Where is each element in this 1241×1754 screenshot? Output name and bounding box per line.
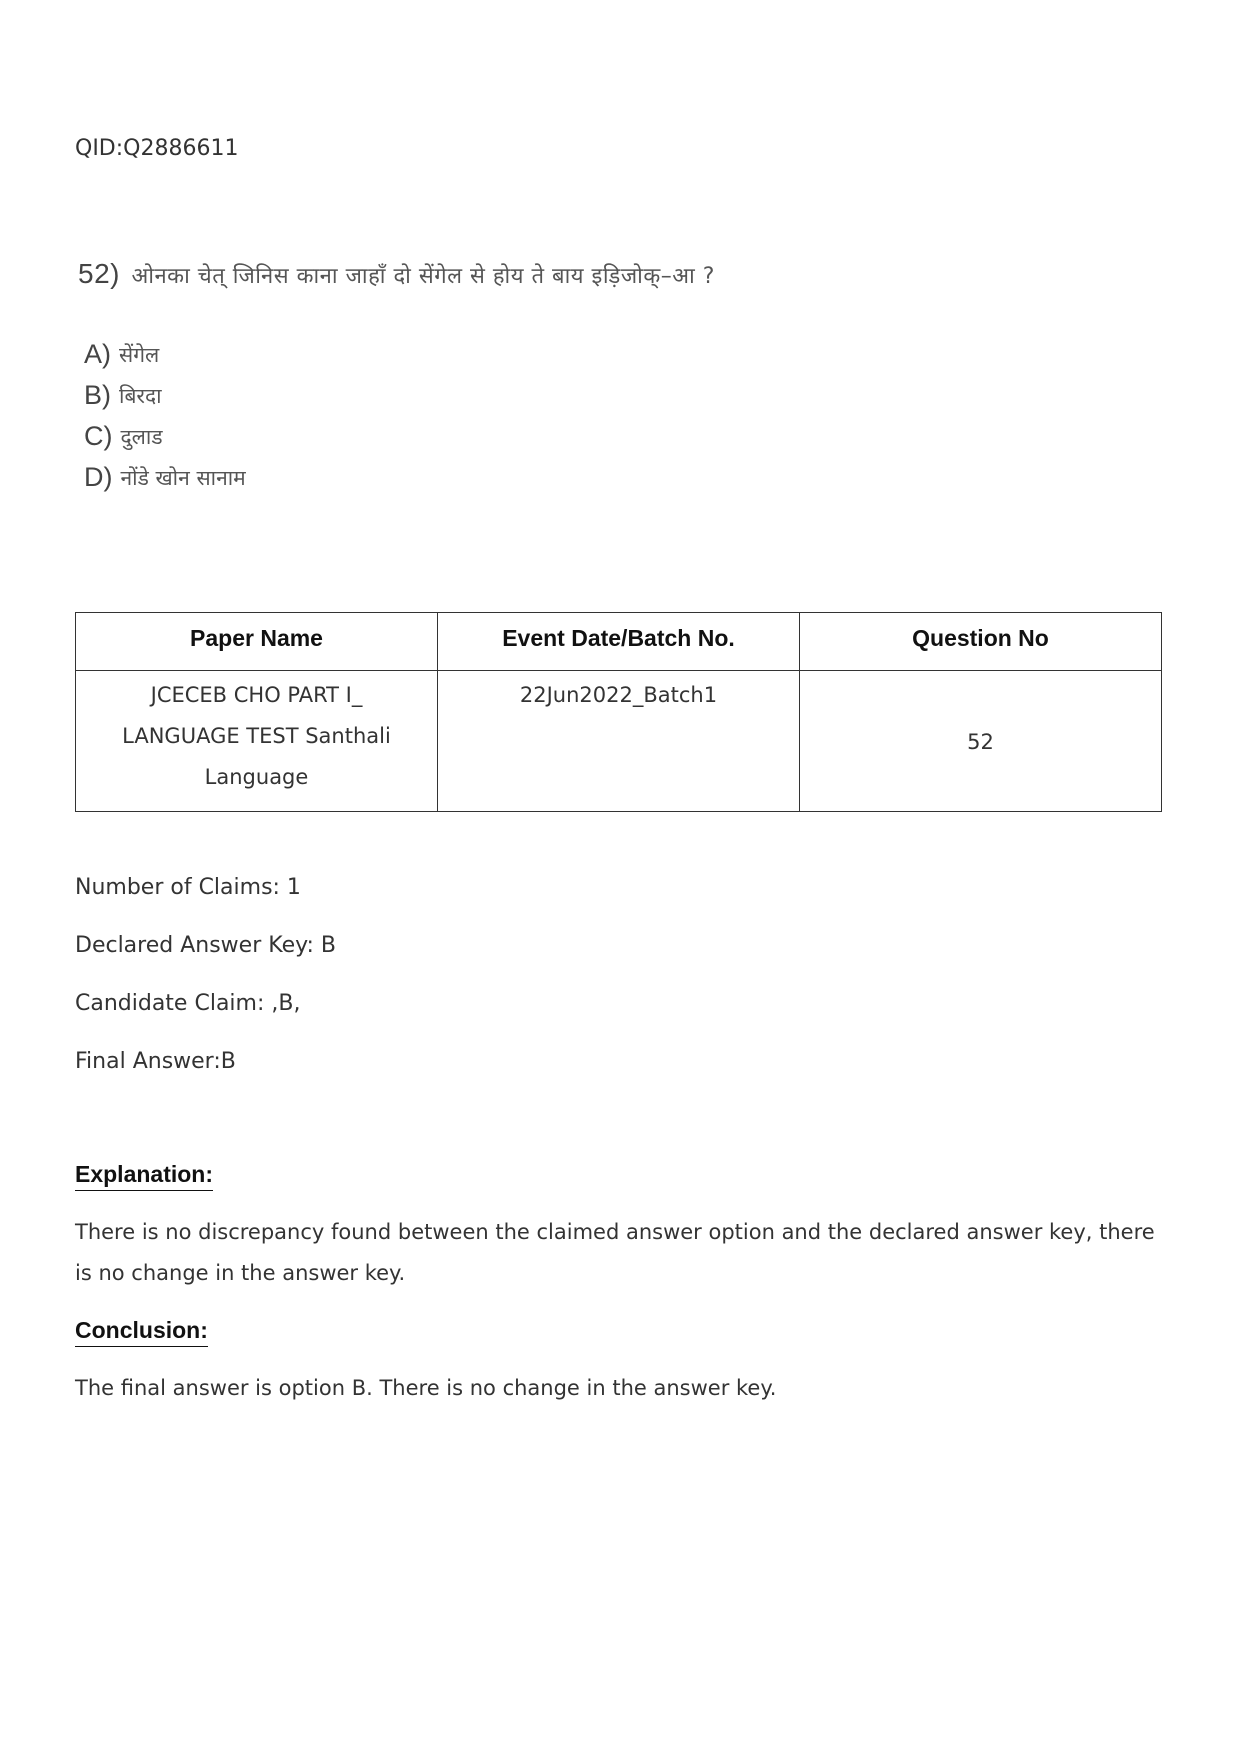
option-letter: D) xyxy=(84,462,113,492)
header-paper-name: Paper Name xyxy=(76,613,438,671)
table-row xyxy=(76,671,1162,812)
option-b xyxy=(84,375,246,416)
declared-answer-key: Declared Answer Key: B xyxy=(75,933,337,958)
option-letter: B) xyxy=(84,380,111,410)
question-info-table xyxy=(75,612,1162,812)
explanation-heading: Explanation: xyxy=(75,1161,213,1191)
header-question-no: Question No xyxy=(800,613,1162,671)
option-a xyxy=(84,334,246,375)
options-list xyxy=(84,334,246,498)
option-c xyxy=(84,416,246,457)
final-answer: Final Answer:B xyxy=(75,1049,236,1074)
option-text: बिरदा xyxy=(119,383,162,408)
table-header-row xyxy=(76,613,1162,671)
number-of-claims: Number of Claims: 1 xyxy=(75,875,301,900)
question-text: ओनका चेत् जिनिस काना जाहाँ दो सेंगेल से होय ते बाय इड़िजोक्–आ ? xyxy=(131,264,715,289)
question xyxy=(78,258,715,290)
option-letter: C) xyxy=(84,421,113,451)
option-letter: A) xyxy=(84,339,111,369)
option-text: दुलाड xyxy=(120,424,163,449)
conclusion-text: The final answer is option B. There is no change in the answer key. xyxy=(75,1376,777,1400)
explanation-text: There is no discrepancy found between the claimed answer option and the declared answer key, there is no change in the answer key. xyxy=(75,1220,1155,1285)
header-event-date: Event Date/Batch No. xyxy=(438,613,800,671)
option-text: सेंगेल xyxy=(119,342,160,367)
option-d xyxy=(84,457,246,498)
cell-paper-name xyxy=(76,671,438,812)
conclusion-heading: Conclusion: xyxy=(75,1317,208,1347)
cell-question-no: 52 xyxy=(800,671,1162,812)
candidate-claim: Candidate Claim: ,B, xyxy=(75,991,301,1016)
question-id: QID:Q2886611 xyxy=(75,136,239,161)
question-number: 52) xyxy=(78,258,120,289)
cell-event-date: 22Jun2022_Batch1 xyxy=(438,671,800,812)
paper-name-text: JCECEB CHO PART I_ LANGUAGE TEST Santhali Language xyxy=(122,683,391,789)
option-text: नोंडे खोन सानाम xyxy=(120,465,246,490)
